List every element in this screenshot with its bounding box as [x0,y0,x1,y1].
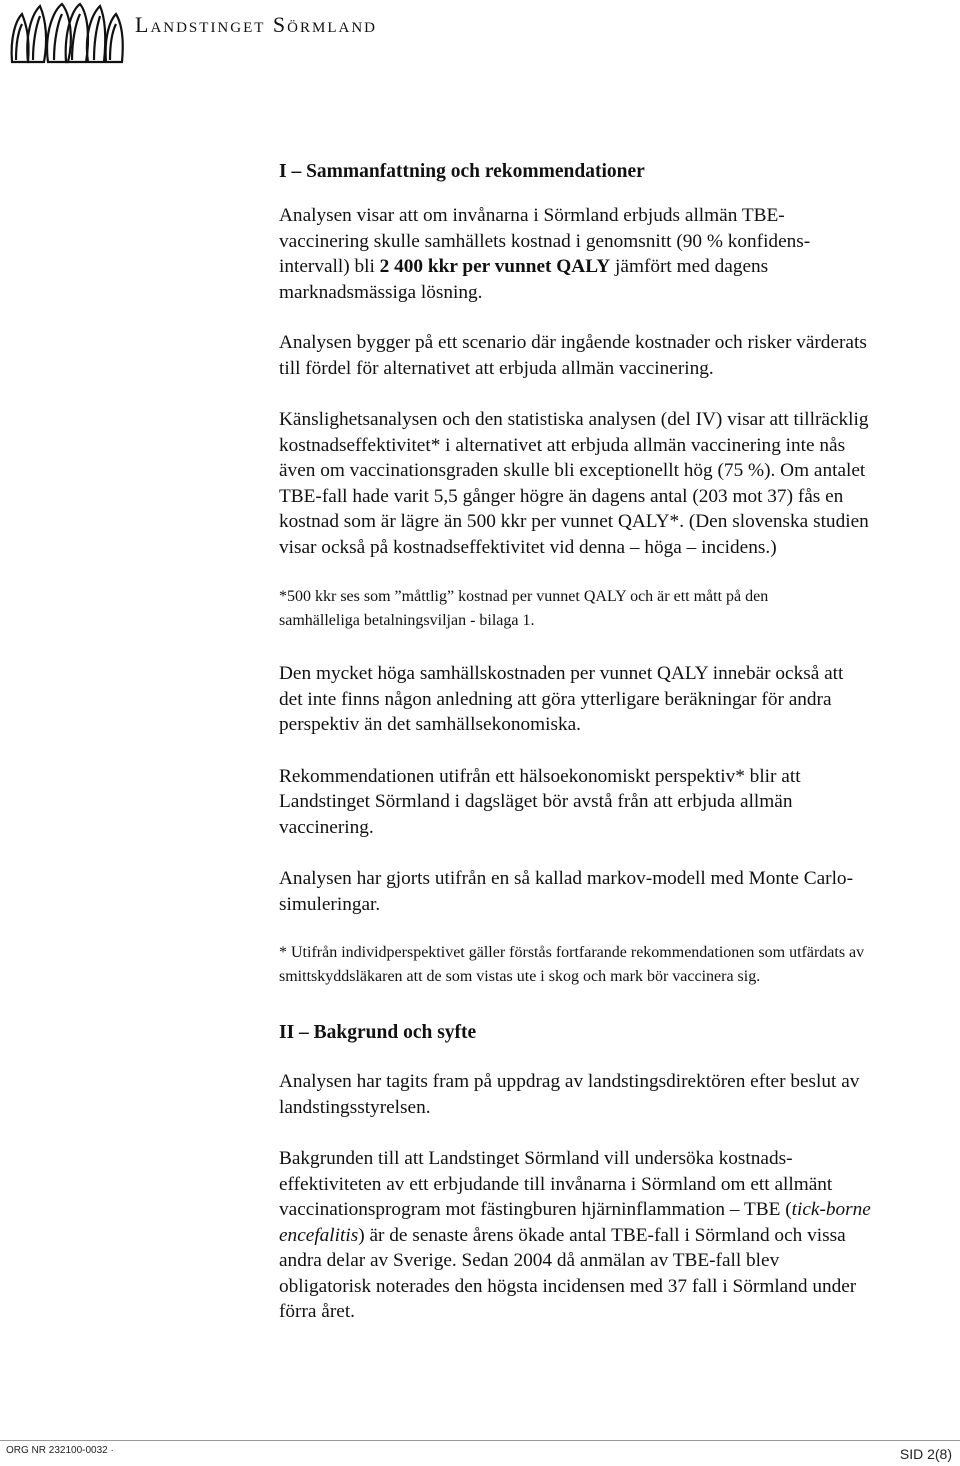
document-body [279,158,959,1325]
text-line: * Utifrån individperspektivet gäller förstås fortfarande rekommendationen som utfärdats av [279,944,865,961]
paragraph [279,866,959,917]
text-line: det inte finns någon anledning att göra ytterligare beräkningar för andra [279,688,832,710]
text-line: smittskyddsläkaren att de som vistas ute i skog och mark bör vaccinera sig. [279,968,761,985]
paragraph [279,1069,959,1120]
paragraph [279,330,959,381]
footer-divider [0,1440,960,1441]
text-line: även om vaccinationsgraden skulle bli exceptionellt hög (75 %). Om antalet [279,460,866,481]
text-line: Den mycket höga samhällskostnaden per vunnet QALY innebär också att [279,663,844,684]
paragraph [279,407,959,560]
text-line: kostnad som är lägre än 500 kkr per vunnet QALY*. (Den slovenska studien [279,511,869,532]
text-line: simuleringar. [279,893,381,915]
text-line: kostnadseffektivitet* i alternativet att erbjuda allmän vaccinering inte nås [279,434,846,456]
text-line: *500 kkr ses som ”måttlig” kostnad per vunnet QALY och är ett mått på den [279,588,769,605]
text-line: marknadsmässiga lösning. [279,281,483,303]
text-line: Landstinget Sörmland i dagsläget bör avstå från att erbjuda allmän [279,791,793,812]
footer-page-number: SID 2(8) [899,1446,952,1462]
text-line: intervall) bli 2 400 kkr per vunnet QALY jämfört med dagens [279,256,769,277]
paragraph [279,203,959,305]
text-line: landstingsstyrelsen. [279,1096,431,1118]
emphasis-text: 2 400 kkr per vunnet QALY [379,256,611,277]
footnote [279,941,959,989]
text-line: perspektiv än det samhällsekonomiska. [279,714,582,735]
text-fragment: vaccinationsprogram mot fästingburen hjärninflammation – TBE ( [279,1199,792,1220]
footnote [279,585,959,633]
text-line: samhälleliga betalningsviljan - bilaga 1. [279,612,535,629]
text-line: obligatorisk noterades den högsta incidensen med 37 fall i Sörmland under [279,1275,857,1297]
footer-org-number: ORG NR 232100-0032 · [6,1445,114,1456]
text-line: förra året. [279,1301,355,1322]
paragraph [279,1146,959,1325]
text-line [279,1223,959,1249]
organization-name: Landstinget Sörmland [135,12,377,37]
text-line: andra delar av Sverige. Sedan 2004 då anmälan av TBE-fall blev [279,1250,780,1271]
text-line [279,1197,959,1223]
paragraph [279,661,959,738]
italic-term: encefalitis [279,1224,359,1246]
text-line: till fördel för alternativet att erbjuda allmän vaccinering. [279,357,714,379]
text-line: Analysen bygger på ett scenario där ingående kostnader och risker värderats [279,332,867,353]
paragraph [279,764,959,841]
text-line: effektiviteten av ett erbjudande till invånarna i Sörmland om ett allmänt [279,1173,833,1195]
italic-term: tick-borne [791,1199,871,1220]
text-line: Analysen visar att om invånarna i Sörmland erbjuds allmän TBE- [279,205,785,226]
text-line: Känslighetsanalysen och den statistiska analysen (del IV) visar att tillräcklig [279,409,869,430]
text-line: Rekommendationen utifrån ett hälsoekonomiskt perspektiv* blir att [279,765,801,787]
text-fragment: ) är de senaste årens ökade antal TBE-fall i Sörmland och vissa [358,1224,846,1246]
text-line: Analysen har gjorts utifrån en så kallad markov-modell med Monte Carlo- [279,868,853,889]
text-line: vaccinering. [279,816,374,838]
text-line: TBE-fall hade varit 5,5 gånger högre än dagens antal (203 mot 37) fås en [279,485,844,507]
text-line: visar också på kostnadseffektivitet vid denna – höga – incidens.) [279,536,777,558]
landstinget-sormland-tulip-logo-icon [8,2,126,68]
section-heading: II – Bakgrund och syfte [279,1022,477,1043]
text-line: Analysen har tagits fram på uppdrag av landstingsdirektören efter beslut av [279,1071,860,1092]
text-line: Bakgrunden till att Landstinget Sörmland vill undersöka kostnads- [279,1148,793,1169]
text-line: vaccinering skulle samhällets kostnad i genomsnitt (90 % konfidens- [279,230,811,252]
section-heading: I – Sammanfattning och rekommendationer [279,161,645,182]
